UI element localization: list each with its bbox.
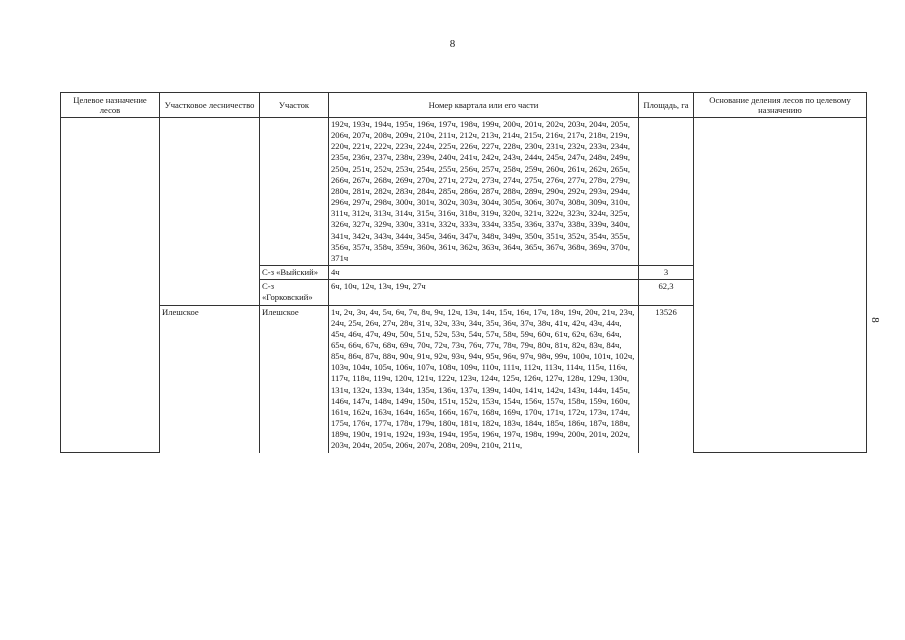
side-page-mark: 8: [868, 317, 881, 323]
header-district: Участковое лесничество: [160, 93, 260, 118]
cell-district: [160, 118, 260, 306]
header-section: Участок: [260, 93, 329, 118]
cell-area: 13526: [639, 305, 694, 453]
cell-quarters: 192ч, 193ч, 194ч, 195ч, 196ч, 197ч, 198ч, 199ч, 200ч, 201ч, 202ч, 203ч, 204ч, 205ч, 206ч, 207ч, 208ч, 209ч, 210ч, 211ч, 212ч, 213ч, 214ч, 215ч, 216ч, 217ч, 218ч, 219ч, 220ч, 221ч, 222ч, 223ч, 224ч, 225ч, 226ч, 227ч, 228ч, 230ч, 231ч, 232ч, 233ч, 234ч, 235ч, 236ч, 237ч, 238ч, 239ч, 240ч, 241ч, 242ч, 243ч, 244ч, 245ч, 247ч, 248ч, 249ч, 250ч, 251ч, 252ч, 253ч, 254ч, 255ч, 256ч, 257ч, 258ч, 259ч, 260ч, 261ч, 262ч, 265ч, 266ч, 267ч, 268ч, 269ч, 270ч, 271ч, 272ч, 273ч, 274ч, 275ч, 276ч, 277ч, 278ч, 279ч, 280ч, 281ч, 282ч, 283ч, 284ч, 285ч, 286ч, 287ч, 288ч, 289ч, 290ч, 292ч, 293ч, 294ч, 296ч, 297ч, 298ч, 300ч, 301ч, 302ч, 303ч, 304ч, 305ч, 306ч, 307ч, 308ч, 309ч, 310ч, 311ч, 312ч, 313ч, 314ч, 315ч, 316ч, 318ч, 319ч, 320ч, 321ч, 322ч, 323ч, 324ч, 325ч, 326ч, 327ч, 329ч, 330ч, 331ч, 332ч, 333ч, 334ч, 335ч, 336ч, 337ч, 338ч, 339ч, 340ч, 341ч, 342ч, 343ч, 344ч, 345ч, 346ч, 347ч, 348ч, 349ч, 350ч, 351ч, 352ч, 354ч, 355ч, 356ч, 357ч, 358ч, 359ч, 360ч, 361ч, 362ч, 363ч, 364ч, 365ч, 367ч, 368ч, 369ч, 370ч, 371ч: [329, 118, 639, 266]
forest-purpose-table: [60, 92, 867, 453]
header-quarters: Номер квартала или его части: [329, 93, 639, 118]
table-row: [61, 118, 867, 266]
header-basis: Основание деления лесов по целевому назначению: [694, 93, 867, 118]
cell-section: С-з «Горковский»: [260, 280, 329, 305]
cell-section: Илешское: [260, 305, 329, 453]
cell-district: Илешское: [160, 305, 260, 453]
cell-quarters: 1ч, 2ч, 3ч, 4ч, 5ч, 6ч, 7ч, 8ч, 9ч, 12ч, 13ч, 14ч, 15ч, 16ч, 17ч, 18ч, 19ч, 20ч, 21ч, 23ч, 24ч, 25ч, 26ч, 27ч, 28ч, 31ч, 32ч, 33ч, 34ч, 35ч, 36ч, 37ч, 38ч, 41ч, 42ч, 43ч, 44ч, 45ч, 46ч, 47ч, 49ч, 50ч, 51ч, 52ч, 53ч, 54ч, 57ч, 58ч, 59ч, 60ч, 61ч, 62ч, 63ч, 64ч, 65ч, 66ч, 67ч, 68ч, 69ч, 70ч, 72ч, 73ч, 76ч, 77ч, 78ч, 79ч, 80ч, 81ч, 82ч, 83ч, 84ч, 85ч, 86ч, 87ч, 88ч, 90ч, 91ч, 92ч, 93ч, 94ч, 95ч, 96ч, 97ч, 98ч, 99ч, 100ч, 101ч, 102ч, 103ч, 104ч, 105ч, 106ч, 107ч, 108ч, 109ч, 110ч, 111ч, 112ч, 113ч, 114ч, 115ч, 116ч, 117ч, 118ч, 119ч, 120ч, 121ч, 122ч, 123ч, 124ч, 125ч, 126ч, 127ч, 128ч, 129ч, 130ч, 131ч, 132ч, 133ч, 134ч, 135ч, 136ч, 137ч, 139ч, 140ч, 141ч, 142ч, 143ч, 144ч, 145ч, 146ч, 147ч, 148ч, 149ч, 150ч, 151ч, 152ч, 153ч, 154ч, 156ч, 157ч, 158ч, 159ч, 160ч, 161ч, 162ч, 163ч, 164ч, 165ч, 166ч, 167ч, 168ч, 169ч, 170ч, 171ч, 172ч, 173ч, 174ч, 175ч, 176ч, 177ч, 178ч, 179ч, 180ч, 181ч, 182ч, 183ч, 184ч, 185ч, 186ч, 187ч, 188ч, 189ч, 190ч, 191ч, 192ч, 193ч, 194ч, 195ч, 196ч, 197ч, 198ч, 199ч, 200ч, 201ч, 202ч, 203ч, 204ч, 205ч, 206ч, 207ч, 208ч, 209ч, 210ч, 211ч,: [329, 305, 639, 453]
page-number: 8: [449, 38, 456, 50]
table-header-row: [61, 93, 867, 118]
cell-area: [639, 118, 694, 266]
cell-purpose: [61, 118, 160, 453]
cell-basis: [694, 118, 867, 453]
header-area: Площадь, га: [639, 93, 694, 118]
cell-quarters: 4ч: [329, 266, 639, 280]
cell-section: [260, 118, 329, 266]
header-purpose: Целевое назначение лесов: [61, 93, 160, 118]
cell-area: 62,3: [639, 280, 694, 305]
cell-area: 3: [639, 266, 694, 280]
cell-section: С-з «Выйский»: [260, 266, 329, 280]
cell-quarters: 6ч, 10ч, 12ч, 13ч, 19ч, 27ч: [329, 280, 639, 305]
